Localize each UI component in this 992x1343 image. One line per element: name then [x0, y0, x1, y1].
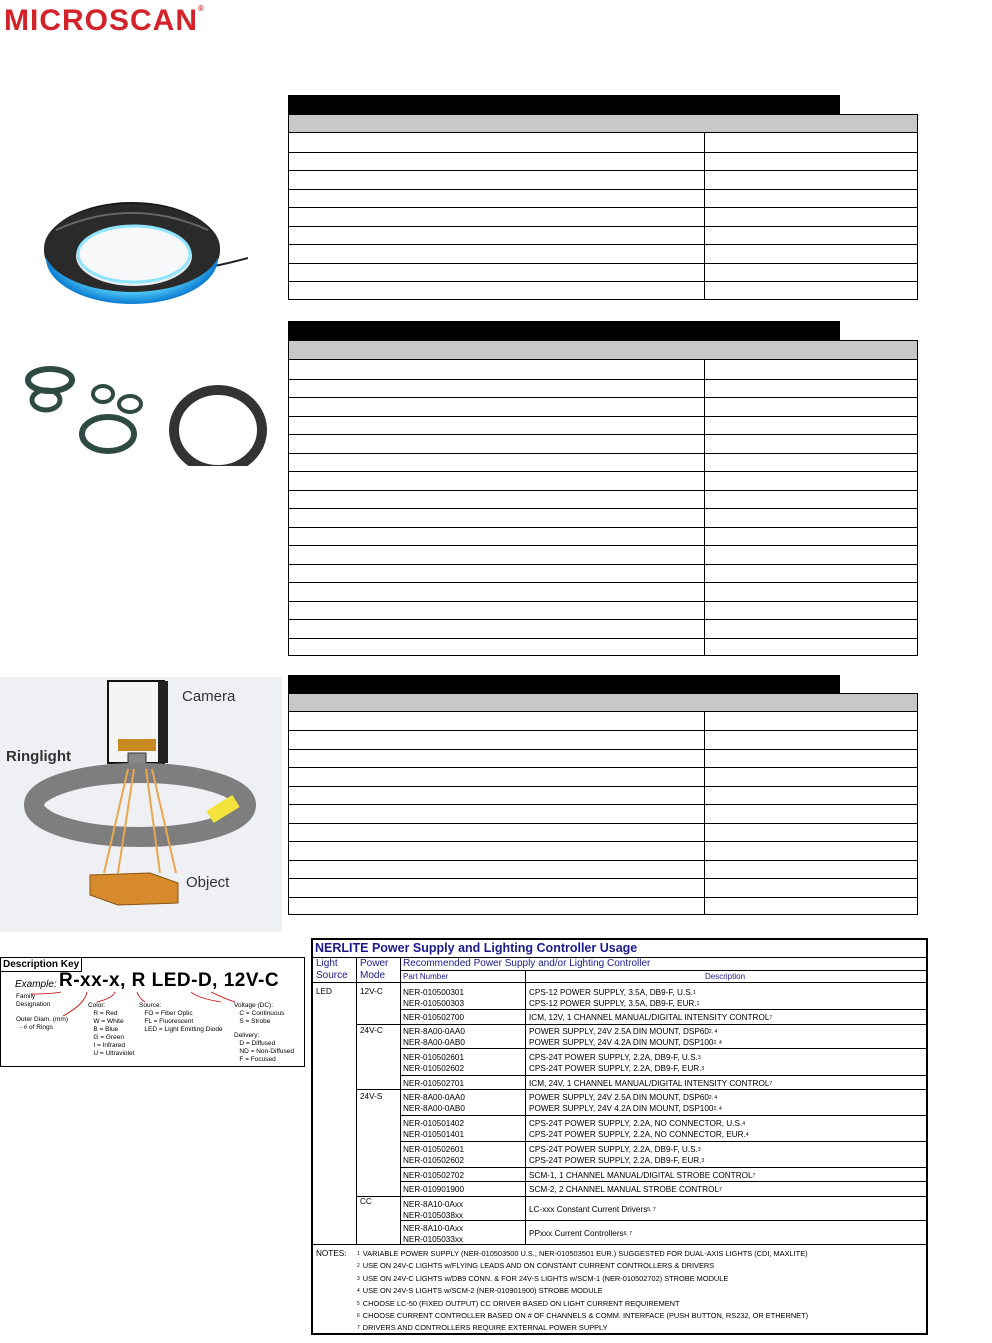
part-description [529, 1171, 755, 1181]
table-cell [705, 245, 917, 263]
table-cell [705, 620, 917, 638]
key-family: Family Designation [16, 993, 51, 1008]
table-row [289, 490, 917, 509]
table-cell [289, 435, 705, 453]
description-text: POWER SUPPLY, 24V 2.5A DIN MOUNT, DSP60 [529, 1027, 709, 1036]
table-cell [705, 712, 917, 730]
table-cell [705, 879, 917, 896]
part-number: NER-010502701 [403, 1079, 464, 1088]
key-color: Color: R = Red W = White B = Blue G = Green I = Infrared U = Ultraviolet [88, 1002, 135, 1057]
row-divider [400, 1220, 926, 1221]
col-light-source: Light Source [316, 958, 348, 981]
table-cell [705, 787, 917, 804]
footnote-ref: 2, 4 [713, 1106, 722, 1112]
footnote-ref: 6, 7 [623, 1231, 632, 1237]
mode-24v-c: 24V-C [360, 1026, 383, 1035]
table-cell [705, 435, 917, 453]
table1-body [288, 133, 918, 300]
part-number: NER-010502601 [403, 1145, 464, 1154]
nerlite-title: NERLITE Power Supply and Lighting Controller Usage [315, 941, 638, 955]
description-text: CPS-24T POWER SUPPLY, 2.2A, DB9-F, EUR. [529, 1064, 702, 1073]
description-text: CPS-12 POWER SUPPLY, 3.5A, DB9-F, U.S. [529, 988, 693, 997]
table-cell [705, 509, 917, 527]
table-cell [705, 546, 917, 564]
note-text: VARIABLE POWER SUPPLY (NER-010503500 U.S., NER-010503501 EUR.) SUGGESTED FOR DUAL-AXIS LIGHTS (CDI, MAXLITE) [362, 1249, 808, 1258]
table-cell [705, 190, 917, 208]
description-text: CPS-24T POWER SUPPLY, 2.2A, DB9-F, U.S. [529, 1053, 698, 1062]
row-divider [400, 1141, 926, 1142]
table-row [289, 878, 917, 896]
part-number: NER-010502601 [403, 1053, 464, 1062]
note-item [357, 1286, 603, 1296]
table-row [289, 601, 917, 620]
table-cell [289, 787, 705, 804]
description-text: POWER SUPPLY, 24V 2.5A DIN MOUNT, DSP60 [529, 1093, 709, 1102]
table-row [289, 434, 917, 453]
note-item [357, 1261, 714, 1271]
table-cell [705, 133, 917, 152]
mode-cc: CC [360, 1197, 372, 1206]
table-cell [289, 712, 705, 730]
table-cell [705, 454, 917, 472]
part-number: NER-0105038xx [403, 1211, 464, 1220]
table-row [289, 453, 917, 472]
part-description [529, 1053, 701, 1063]
footnote-ref: 1 [692, 990, 696, 996]
table-cell [289, 602, 705, 620]
part-number: NER-8A00-0AA0 [403, 1093, 465, 1102]
part-number: NER-0105033xx [403, 1235, 464, 1244]
description-text: ICM, 12V, 1 CHANNEL MANUAL/DIGITAL INTENSITY CONTROL [529, 1013, 770, 1022]
table-cell [705, 398, 917, 416]
ringlight-product-image [36, 186, 248, 310]
table-cell [705, 861, 917, 878]
table-cell [705, 417, 917, 435]
table-cell [289, 750, 705, 767]
part-description [529, 1229, 632, 1239]
part-description [529, 1130, 749, 1140]
table-cell [289, 380, 705, 398]
table1-title-bar [288, 95, 840, 114]
table-row [289, 170, 917, 189]
col-recommended: Recommended Power Supply and/or Lighting Controller [403, 958, 651, 969]
table-cell [289, 731, 705, 748]
row-divider [400, 1009, 926, 1010]
part-number: NER-010502700 [403, 1013, 464, 1022]
part-description [529, 1205, 656, 1215]
note-item [357, 1311, 808, 1321]
table-cell [705, 602, 917, 620]
table-cell [705, 528, 917, 546]
table-cell [705, 491, 917, 509]
footnote-ref: 2, 4 [708, 1029, 718, 1035]
part-description [529, 1013, 772, 1023]
table-row [289, 860, 917, 878]
footnote-ref: 7 [719, 1187, 722, 1193]
description-text: SCM-2, 2 CHANNEL MANUAL STROBE CONTROL [529, 1185, 720, 1194]
table-row [289, 226, 917, 245]
table-cell [705, 768, 917, 785]
table-cell [705, 639, 917, 657]
description-text: CPS-12 POWER SUPPLY, 3.5A, DB9-F, EUR. [529, 999, 697, 1008]
diagram-icon [0, 677, 282, 932]
note-number: 1 [357, 1251, 360, 1257]
table-cell [289, 805, 705, 822]
row-divider [356, 1196, 926, 1197]
logo-text: MICROSCAN [4, 4, 198, 37]
note-text: USE ON 24V-S LIGHTS w/SCM-2 (NER-010901900) STROBE MODULE [362, 1286, 603, 1296]
microscan-logo [4, 4, 205, 38]
table-cell [289, 639, 705, 657]
table-cell [705, 565, 917, 583]
table-cell [289, 398, 705, 416]
note-item [357, 1274, 728, 1284]
table-cell [289, 509, 705, 527]
part-description [529, 1079, 772, 1089]
row-divider [356, 1024, 926, 1025]
footnote-ref: 7 [752, 1173, 756, 1179]
note-item [357, 1299, 680, 1309]
table-cell [705, 583, 917, 601]
registered-mark: ® [198, 4, 205, 13]
note-text: CHOOSE CURRENT CONTROLLER BASED ON # OF CHANNELS & COMM. INTERFACE (PUSH BUTTON, RS232, OR ETHERNET) [362, 1311, 809, 1320]
description-text: ICM, 24V, 1 CHANNEL MANUAL/DIGITAL INTENSITY CONTROL [529, 1079, 770, 1088]
table-row [289, 281, 917, 300]
table-row [289, 712, 917, 730]
table2-header [288, 340, 918, 360]
table-row [289, 730, 917, 748]
table-cell [705, 731, 917, 748]
table-row [289, 152, 917, 171]
table-cell [289, 264, 705, 282]
table3-body [288, 712, 918, 915]
footnote-ref: 2, 4 [713, 1040, 722, 1046]
nerlite-table [311, 938, 928, 1335]
row-divider [400, 1181, 926, 1182]
table-cell [705, 208, 917, 226]
note-number: 3 [357, 1275, 360, 1282]
table-cell [705, 360, 917, 379]
note-number: 7 [357, 1325, 360, 1332]
row-divider [400, 1075, 926, 1076]
light-source-led: LED [316, 987, 332, 996]
table-row [289, 244, 917, 263]
table-cell [289, 861, 705, 878]
table-cell [705, 171, 917, 189]
part-number: NER-8A10-0Axx [403, 1200, 464, 1209]
table-cell [289, 245, 705, 263]
footnote-ref: 7 [769, 1015, 773, 1021]
footnote-ref: 1 [696, 1001, 700, 1007]
table-cell [289, 208, 705, 226]
description-text: CPS-24T POWER SUPPLY, 2.2A, DB9-F, EUR. [529, 1156, 702, 1165]
table-cell [289, 842, 705, 859]
table-cell [705, 380, 917, 398]
table-cell [289, 620, 705, 638]
table-cell [289, 824, 705, 841]
table1-header [288, 114, 918, 133]
part-description [529, 1104, 722, 1114]
table-row [289, 527, 917, 546]
part-description [529, 999, 699, 1009]
key-voltage: Voltage (DC): C = Continuous S = Strobe [234, 1002, 285, 1025]
description-text: CPS-24T POWER SUPPLY, 2.2A, NO CONNECTOR, EUR. [529, 1130, 746, 1139]
part-description [529, 1093, 717, 1103]
table3-title-bar [288, 675, 840, 693]
key-outer-diam: Outer Diam. (mm) - # of Rings [16, 1016, 68, 1031]
table-row [289, 416, 917, 435]
note-item [357, 1249, 808, 1259]
part-description [529, 1038, 722, 1048]
table-cell [705, 805, 917, 822]
part-number: NER-010500303 [403, 999, 464, 1008]
table-row [289, 263, 917, 282]
footnote-ref: 7 [769, 1081, 773, 1087]
footnote-ref: 4 [745, 1132, 749, 1138]
footnote-ref: 3 [701, 1158, 705, 1164]
note-text: USE ON 24V-C LIGHTS w/DB9 CONN. & FOR 24V-S LIGHTS w/SCM-1 (NER-010502702) STROBE MODULE [362, 1273, 729, 1283]
note-number: 5 [357, 1300, 360, 1307]
key-source: Source: FO = Fiber Optic FL = Fluorescent LED = Light Emitting Diode [139, 1002, 223, 1033]
table-cell [289, 190, 705, 208]
footnote-ref: 2, 4 [708, 1095, 718, 1101]
note-number: 4 [357, 1288, 360, 1295]
table-row [289, 638, 917, 657]
table-row [289, 360, 917, 379]
table-row [289, 133, 917, 152]
table-cell [705, 842, 917, 859]
part-number: NER-010502602 [403, 1156, 464, 1165]
table-cell [289, 133, 705, 152]
diagram-ringlight-label: Ringlight [6, 748, 71, 765]
table-row [289, 189, 917, 208]
footnote-ref: 3 [697, 1147, 701, 1153]
table2-body [288, 360, 918, 656]
table-row [289, 564, 917, 583]
table-cell [289, 472, 705, 490]
table-cell [289, 282, 705, 300]
table-cell [289, 171, 705, 189]
col-part-number: Part Number [403, 972, 449, 981]
note-text: DRIVERS AND CONTROLLERS REQUIRE EXTERNAL POWER SUPPLY [362, 1323, 608, 1333]
part-number: NER-010901900 [403, 1185, 464, 1194]
row-divider [400, 1167, 926, 1168]
o-ring-icon [8, 358, 272, 466]
part-number: NER-8A00-0AB0 [403, 1038, 465, 1047]
table-row [289, 207, 917, 226]
table3-header [288, 693, 918, 712]
table-row [289, 841, 917, 859]
table-cell [289, 491, 705, 509]
table-cell [289, 583, 705, 601]
example-label: Example: [15, 979, 57, 990]
mode-12v-c: 12V-C [360, 987, 383, 996]
table-cell [289, 879, 705, 896]
table-row [289, 823, 917, 841]
mode-24v-s: 24V-S [360, 1092, 383, 1101]
row-divider [400, 1115, 926, 1116]
note-text: USE ON 24V-C LIGHTS w/FLYING LEADS AND ON CONSTANT CURRENT CONTROLLERS & DRIVERS [362, 1261, 715, 1271]
notes-label: NOTES: [316, 1249, 347, 1258]
table-row [289, 786, 917, 804]
row-divider [400, 1048, 926, 1049]
footnote-ref: 5, 7 [647, 1207, 656, 1213]
table-row [289, 379, 917, 398]
part-number: NER-8A00-0AA0 [403, 1027, 465, 1036]
part-number: NER-010501402 [403, 1119, 464, 1128]
table-row [289, 471, 917, 490]
description-text: PPxxx Current Controllers [529, 1229, 624, 1238]
description-text: POWER SUPPLY, 24V 4.2A DIN MOUNT, DSP100 [529, 1104, 714, 1113]
table-row [289, 545, 917, 564]
description-text: POWER SUPPLY, 24V 4.2A DIN MOUNT, DSP100 [529, 1038, 714, 1047]
part-description [529, 1027, 717, 1037]
table-cell [289, 898, 705, 915]
part-description [529, 988, 696, 998]
table-row [289, 508, 917, 527]
table-cell [705, 153, 917, 171]
description-text: LC-xxx Constant Current Drivers [529, 1205, 648, 1214]
ringlight-icon [36, 186, 248, 310]
part-description [529, 1156, 704, 1166]
table-cell [289, 153, 705, 171]
part-number: NER-8A10-0Axx [403, 1224, 464, 1233]
row-divider [356, 1089, 926, 1090]
note-number: 2 [357, 1263, 360, 1270]
example-code: R-xx-x, R LED-D, 12V-C [59, 970, 280, 991]
part-number: NER-010502602 [403, 1064, 464, 1073]
table-cell [705, 282, 917, 300]
ringlight-diagram [0, 677, 282, 932]
table-row [289, 804, 917, 822]
table-cell [705, 227, 917, 245]
diagram-object-label: Object [186, 874, 230, 891]
part-description [529, 1185, 722, 1195]
description-key [0, 957, 305, 1067]
table-row [289, 749, 917, 767]
o-rings-image [8, 358, 272, 466]
table-cell [289, 454, 705, 472]
description-text: SCM-1, 1 CHANNEL MANUAL/DIGITAL STROBE CONTROL [529, 1171, 753, 1180]
table-row [289, 897, 917, 915]
table-cell [289, 417, 705, 435]
col-description: Description [705, 972, 746, 981]
diagram-camera-label: Camera [182, 688, 236, 705]
note-item [357, 1323, 608, 1333]
table-cell [705, 472, 917, 490]
description-key-title: Description Key [1, 958, 82, 972]
description-text: CPS-24T POWER SUPPLY, 2.2A, NO CONNECTOR, U.S. [529, 1119, 743, 1128]
footnote-ref: 3 [697, 1055, 701, 1061]
table-cell [289, 768, 705, 785]
table-cell [705, 898, 917, 915]
table-cell [289, 528, 705, 546]
table-cell [705, 824, 917, 841]
table-cell [705, 750, 917, 767]
key-delivery: Delivery: D = Diffused ND = Non-Diffused F = Focused [234, 1032, 295, 1063]
table-cell [289, 227, 705, 245]
footnote-ref: 4 [742, 1121, 746, 1127]
table-row [289, 767, 917, 785]
note-text: CHOOSE LC-50 (FIXED OUTPUT) CC DRIVER BASED ON LIGHT CURRENT REQUIREMENT [362, 1298, 680, 1308]
table2-title-bar [288, 321, 840, 340]
table-cell [289, 546, 705, 564]
table-row [289, 582, 917, 601]
table-row [289, 619, 917, 638]
description-text: CPS-24T POWER SUPPLY, 2.2A, DB9-F, U.S. [529, 1145, 698, 1154]
part-description [529, 1064, 704, 1074]
table-cell [705, 264, 917, 282]
part-number: NER-010500301 [403, 988, 464, 997]
part-number: NER-8A00-0AB0 [403, 1104, 465, 1113]
part-description [529, 1119, 745, 1129]
part-description [529, 1145, 701, 1155]
table-cell [289, 360, 705, 379]
col-power-mode: Power Mode [360, 958, 389, 981]
footnote-ref: 3 [701, 1066, 705, 1072]
table-row [289, 397, 917, 416]
part-number: NER-010501401 [403, 1130, 464, 1139]
part-number: NER-010502702 [403, 1171, 464, 1180]
table-cell [289, 565, 705, 583]
note-number: 6 [357, 1313, 360, 1319]
